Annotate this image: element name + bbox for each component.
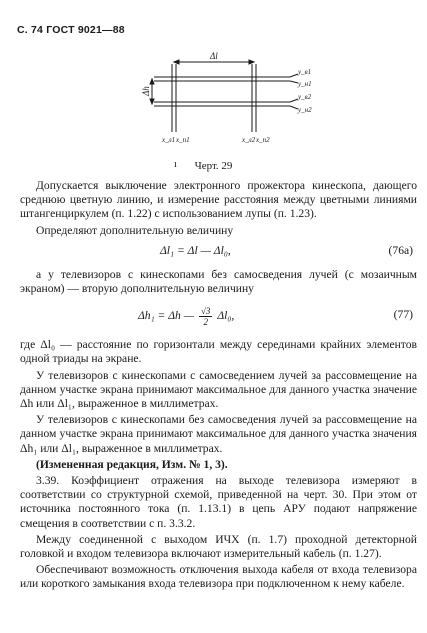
formula-77-right: Δl₀, bbox=[217, 309, 235, 323]
label-x-n1: х_л1 bbox=[162, 136, 176, 144]
formula-77-frac-top: √3 bbox=[200, 306, 211, 317]
paragraph-9: Между соединенной с выходом ИЧХ (п. 1.7) проходной детекторной головкой и входом телевизора включают измерительный кабель (п. 1.27). bbox=[20, 532, 417, 561]
label-y-h1: у_н1 bbox=[298, 80, 312, 88]
paragraph-1: Допускается выключение электронного прожектора кинескопа, дающего среднюю цветную линию, и измерение расстояния между цветными линиями штангенциркулем (п. 1.22) с использованием лупы (п. 1.23). bbox=[20, 179, 417, 221]
figure-caption bbox=[0, 160, 427, 172]
formula-77-fraction bbox=[199, 306, 212, 327]
paragraph-7-amendment: (Измененная редакция, Изм. № 1, 3). bbox=[36, 457, 228, 471]
formula-76a-number: (76а) bbox=[388, 243, 413, 257]
label-side-dim: Δh bbox=[141, 86, 151, 96]
paragraph-6: У телевизоров с кинескопами без самосведения лучей за рассовмещение на данном участке экрана принимают максимальное для данного участка значения Δh₁ или Δl₁, выраженное в миллиметрах. bbox=[20, 413, 417, 455]
label-x-h1: х_п1 bbox=[176, 136, 190, 144]
label-y-h2: у_н2 bbox=[298, 106, 312, 114]
label-x-h2: х_п2 bbox=[256, 136, 270, 144]
formula-76a bbox=[20, 242, 417, 264]
formula-77-number: (77) bbox=[393, 308, 413, 322]
formula-77-left: Δh₁ = Δh — bbox=[138, 309, 195, 323]
paragraph-8: 3.39. Коэффициент отражения на выходе телевизора измеряют в соответствии со структурной схемой, приведенной на черт. 30. При этом от источника постоянного тока (п. 1.13.1) в цепь АРУ подают напряжение смещения в соответствии с п. 3.3.2. bbox=[20, 474, 417, 530]
page-header: С. 74 ГОСТ 9021—88 bbox=[17, 24, 125, 36]
formula-77 bbox=[20, 300, 417, 334]
caption-mark: ı bbox=[174, 159, 177, 170]
paragraph-10: Обеспечивают возможность отключения выхода кабеля от входа телевизора или короткого замыкания входа телевизора при подключенном к нему кабеле. bbox=[20, 563, 417, 591]
paragraph-3: а у телевизоров с кинескопами без самосведения лучей (с мозаичным экраном) — вторую дополнительную величину bbox=[20, 267, 417, 296]
label-x-n2: х_л2 bbox=[242, 136, 256, 144]
formula-76a-text: Δl₁ = Δl — Δl₀, bbox=[160, 243, 231, 257]
formula-77-frac-bottom: 2 bbox=[203, 317, 208, 328]
body-text bbox=[20, 179, 417, 594]
label-y-b1: у_в1 bbox=[298, 68, 312, 76]
figure-29-diagram bbox=[140, 52, 310, 152]
paragraph-4: где Δl₀ — расстояние по горизонтали между серединами крайних элементов одной триады на экране. bbox=[20, 338, 417, 366]
label-top-dim: Δl bbox=[210, 51, 218, 61]
paragraph-2: Определяют дополнительную величину bbox=[36, 223, 234, 237]
label-y-b2: у_в2 bbox=[298, 93, 312, 101]
caption-text: Черт. 29 bbox=[194, 160, 233, 172]
paragraph-5: У телевизоров с кинескопами с самосведением лучей за рассовмещение на данном участке экрана принимают максимальное для данного участка значение Δh или Δl₁, выраженное в миллиметрах. bbox=[20, 368, 417, 411]
